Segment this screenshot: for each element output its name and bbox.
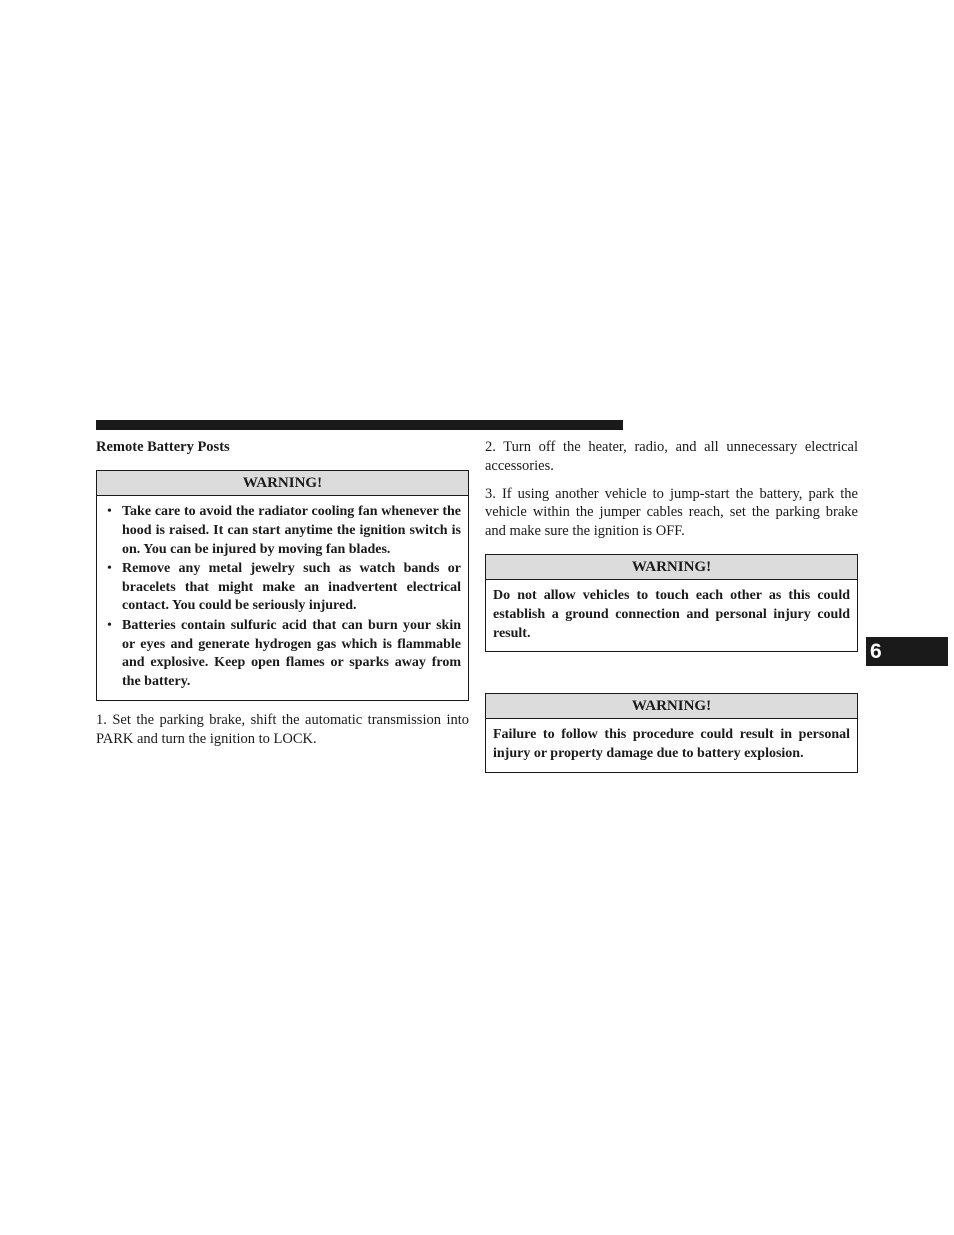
- warning-item-text: Batteries contain sulfuric acid that can burn your skin or eyes and generate hydrogen gas which is flammable and explosive. Keep open flames or sparks away from the battery.: [122, 617, 461, 690]
- bullet-icon: •: [107, 560, 112, 576]
- warning-list-item: [104, 560, 461, 616]
- warning-list-item: [104, 503, 461, 559]
- warning-text: Failure to follow this procedure could result in personal injury or property damage due to battery explosion.: [493, 727, 850, 762]
- warning-title: WARNING!: [97, 471, 468, 496]
- warning-title: WARNING!: [486, 694, 857, 719]
- step-1-text: 1. Set the parking brake, shift the automatic transmission into PARK and turn the ignition to LOCK.: [96, 712, 469, 748]
- left-column: [96, 438, 469, 749]
- warning-box-fan-jewelry-acid: [96, 470, 469, 701]
- right-column: [485, 438, 858, 773]
- warning-item-text: Take care to avoid the radiator cooling fan whenever the hood is raised. It can start anytime the ignition switch is on. You can be injured by moving fan blades.: [122, 504, 461, 557]
- warning-text: Do not allow vehicles to touch each other as this could establish a ground connection and personal injury could result.: [493, 587, 850, 641]
- warning-list-item: [104, 617, 461, 692]
- bullet-icon: •: [107, 504, 112, 519]
- warning-box-vehicles-touch: [485, 554, 858, 652]
- warning-item-text: Remove any metal jewelry such as watch bands or bracelets that might make an inadvertent electrical contact. You could be seriously injured.: [122, 560, 461, 614]
- step-2-text: 2. Turn off the heater, radio, and all unnecessary electrical accessories.: [485, 439, 858, 474]
- bullet-icon: •: [107, 617, 112, 633]
- chapter-tab: 6: [866, 637, 948, 666]
- section-top-rule: [96, 420, 623, 430]
- section-heading: Remote Battery Posts: [96, 439, 230, 455]
- warning-list: [104, 503, 461, 692]
- warning-title: WARNING!: [486, 555, 857, 580]
- warning-box-battery-explosion: [485, 693, 858, 773]
- warning-body: [97, 496, 468, 700]
- step-3-text: 3. If using another vehicle to jump-start the battery, park the vehicle within the jumper cables reach, set the parking brake and make sure the ignition is OFF.: [485, 485, 858, 540]
